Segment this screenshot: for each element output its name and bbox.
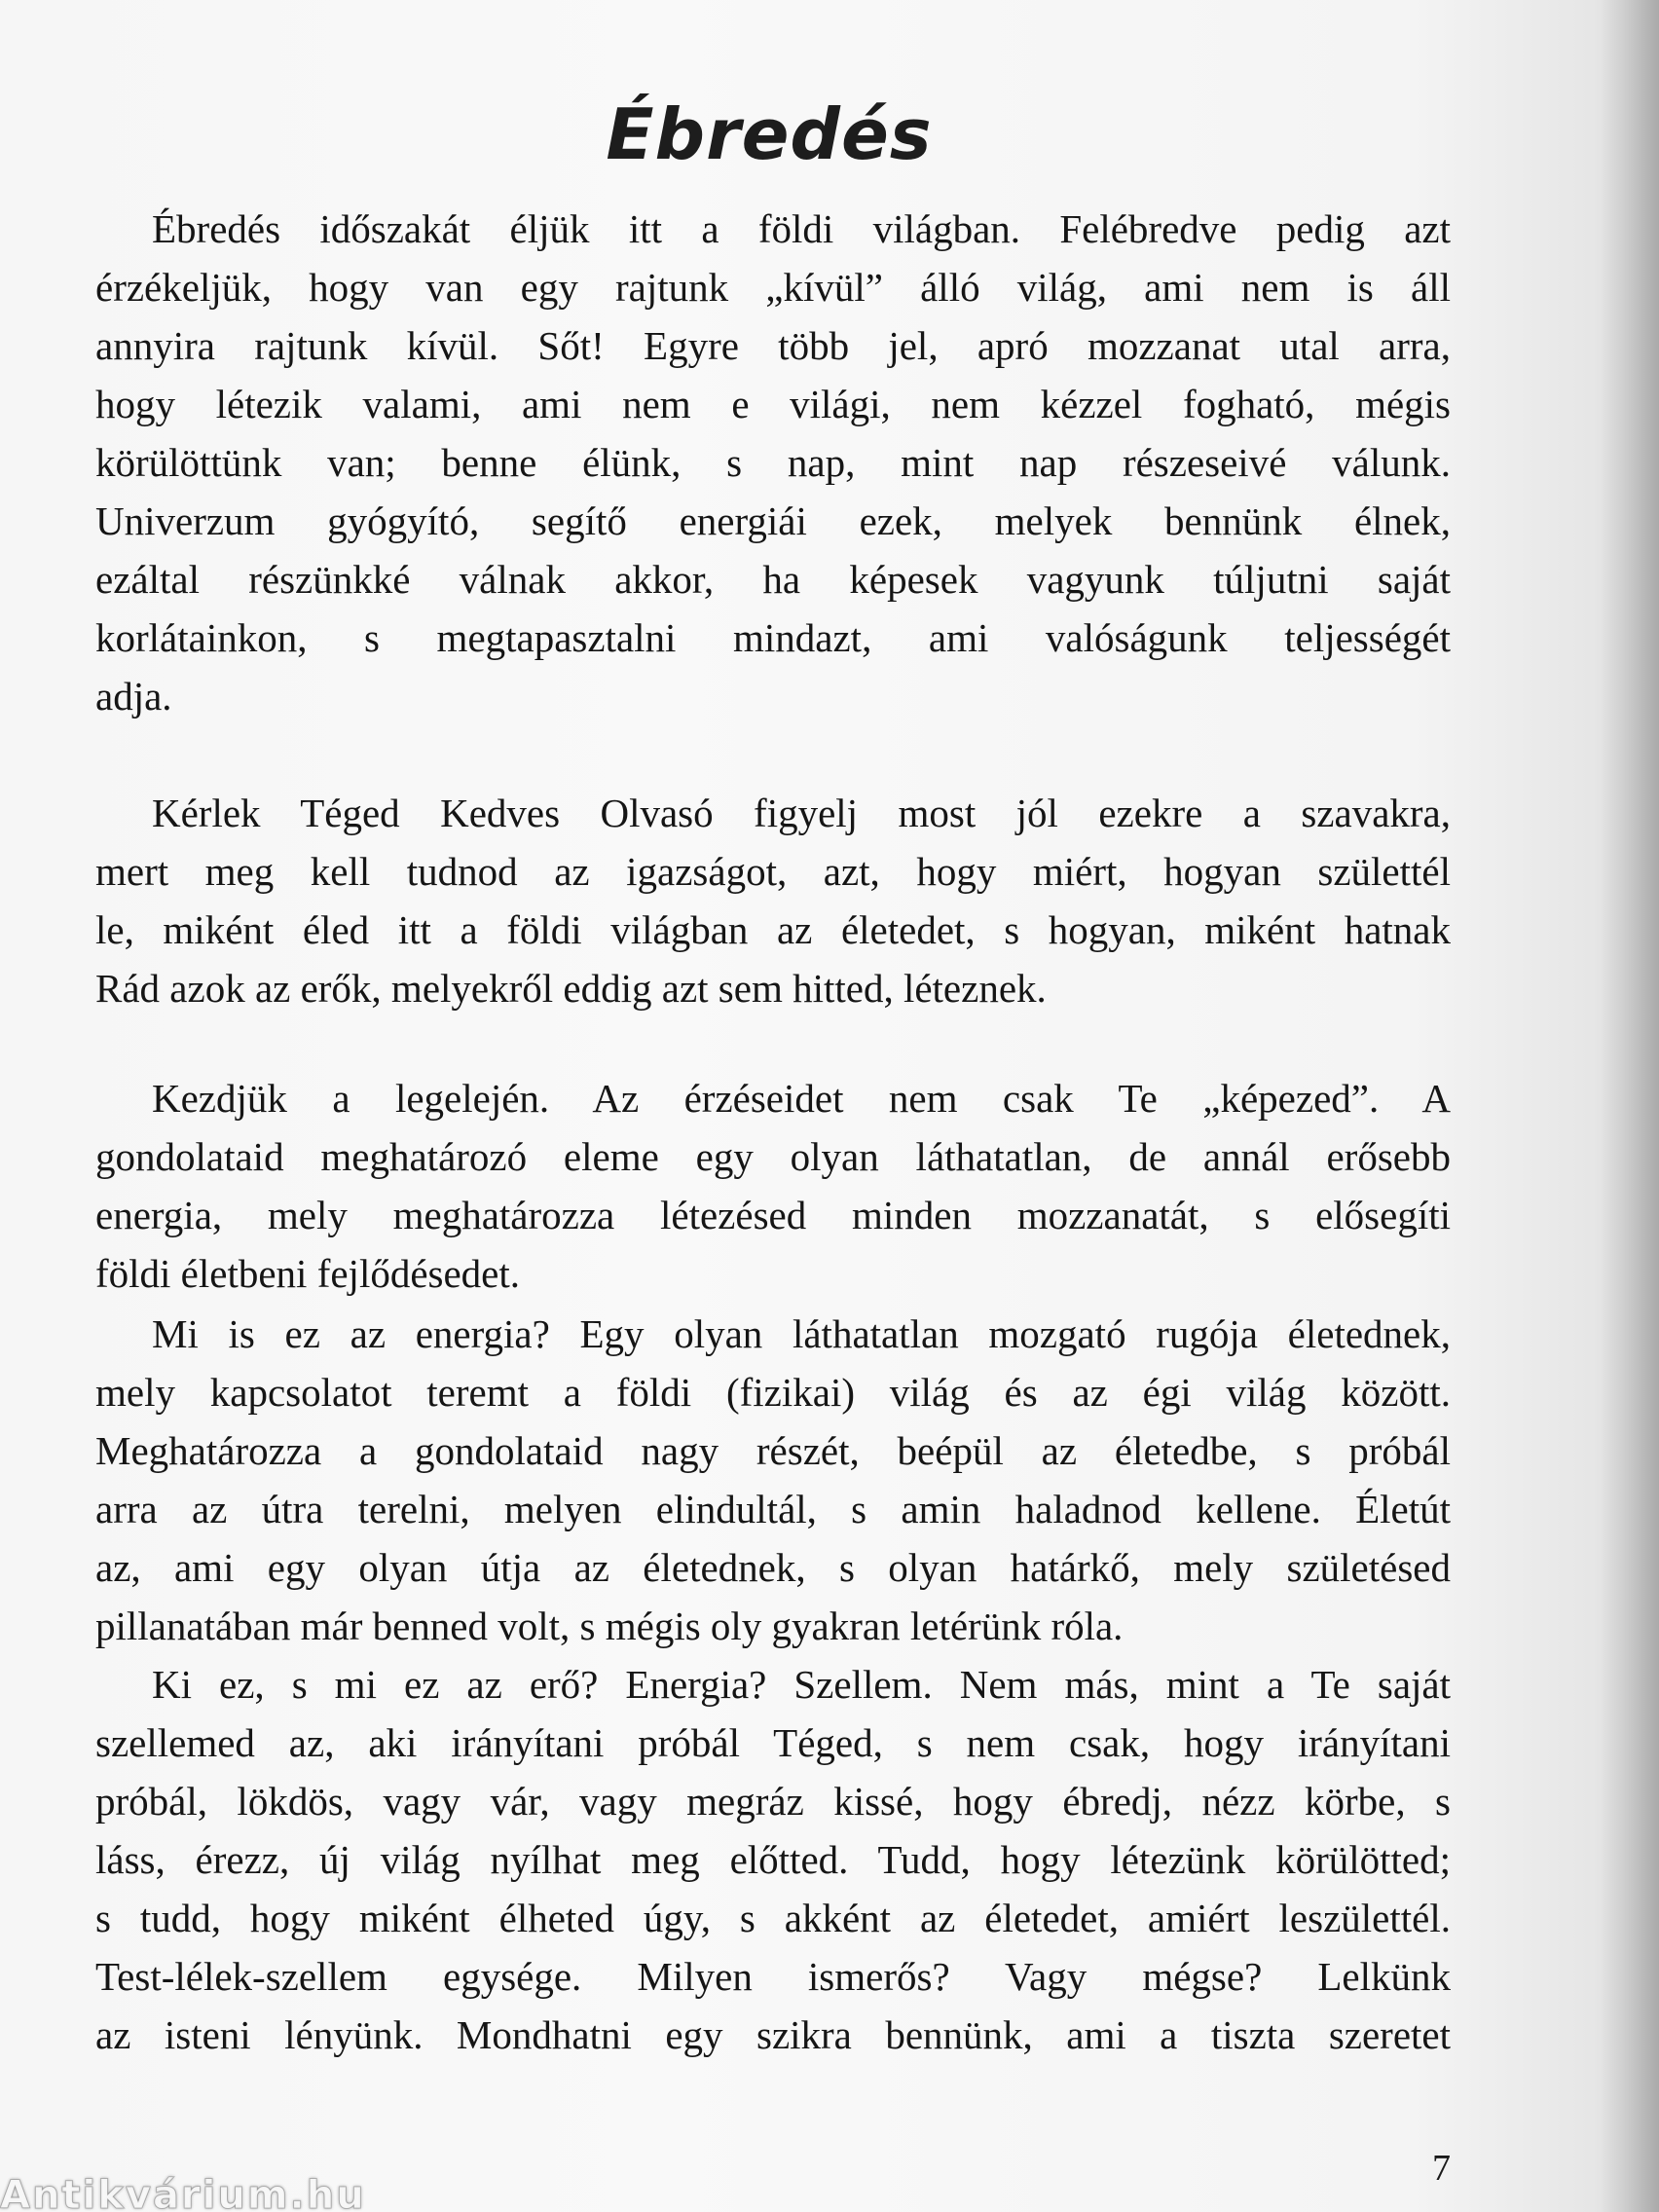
page-edge-shadow: [1601, 0, 1659, 2212]
text-line: korlátainkon, s megtapasztalni mindazt, ami valóságunk teljességét: [95, 615, 1451, 660]
text-line: Univerzum gyógyító, segítő energiái ezek, melyek bennünk élnek,: [95, 498, 1451, 543]
text-line: annyira rajtunk kívül. Sőt! Egyre több jel, apró mozzanat utal arra,: [95, 323, 1451, 368]
text-line: az isteni lényünk. Mondhatni egy szikra bennünk, ami a tiszta szeretet: [95, 2012, 1451, 2057]
text-line: ezáltal részünkké válnak akkor, ha képesek vagyunk túljutni saját: [95, 557, 1451, 602]
paragraph-4: [95, 1305, 1451, 1655]
text-line: energia, mely meghatározza létezésed minden mozzanatát, s elősegíti: [95, 1193, 1451, 1237]
text-line: Kérlek Téged Kedves Olvasó figyelj most jól ezekre a szavakra,: [152, 791, 1451, 835]
text-line: Rád azok az erők, melyekről eddig azt sem hitted, léteznek.: [95, 966, 1047, 1011]
text-line: le, miként éled itt a földi világban az életedet, s hogyan, miként hatnak: [95, 907, 1451, 952]
text-line: Test-lélek-szellem egysége. Milyen ismerős? Vagy mégse? Lelkünk: [95, 1954, 1451, 1999]
page-number: 7: [1432, 2148, 1451, 2189]
text-line: pillanatában már benned volt, s mégis oly gyakran letérünk róla.: [95, 1604, 1124, 1648]
text-line: érzékeljük, hogy van egy rajtunk „kívül” álló világ, ami nem is áll: [95, 265, 1451, 310]
text-line: mely kapcsolatot teremt a földi (fizikai) világ és az égi világ között.: [95, 1370, 1451, 1415]
paragraph-1: [95, 200, 1451, 725]
text-line: földi életbeni fejlődésedet.: [95, 1251, 521, 1296]
text-line: gondolataid meghatározó eleme egy olyan láthatatlan, de annál erősebb: [95, 1134, 1451, 1179]
text-line: körülöttünk van; benne élünk, s nap, mint nap részeseivé válunk.: [95, 440, 1451, 485]
text-line: Meghatározza a gondolataid nagy részét, beépül az életedbe, s próbál: [95, 1428, 1451, 1473]
text-line: próbál, lökdös, vagy vár, vagy megráz kissé, hogy ébredj, nézz körbe, s: [95, 1779, 1451, 1824]
text-line: Mi is ez az energia? Egy olyan láthatatlan mozgató rugója életednek,: [152, 1311, 1451, 1356]
paragraph-3: [95, 1069, 1451, 1303]
text-line: Ki ez, s mi ez az erő? Energia? Szellem. Nem más, mint a Te saját: [152, 1662, 1451, 1707]
paragraph-2: [95, 784, 1451, 1017]
paragraph-5: [95, 1655, 1451, 2064]
text-line: Ébredés időszakát éljük itt a földi világban. Felébredve pedig azt: [152, 206, 1451, 251]
text-line: adja.: [95, 674, 172, 719]
text-line: az, ami egy olyan útja az életednek, s olyan határkő, mely születésed: [95, 1545, 1451, 1590]
watermark-logo: [0, 2167, 370, 2212]
text-line: s tudd, hogy miként élheted úgy, s akként az életedet, amiért leszülettél.: [95, 1896, 1451, 1940]
text-line: arra az útra terelni, melyen elindultál, s amin haladnod kellene. Életút: [95, 1487, 1451, 1531]
watermark-mark: [0, 2167, 370, 2212]
text-line: Kezdjük a legelején. Az érzéseidet nem csak Te „képezed”. A: [152, 1076, 1451, 1121]
text-line: láss, érezz, új világ nyílhat meg előtted. Tudd, hogy létezünk körülötted;: [95, 1837, 1451, 1882]
text-line: szellemed az, aki irányítani próbál Téged, s nem csak, hogy irányítani: [95, 1720, 1451, 1765]
text-line: hogy létezik valami, ami nem e világi, nem kézzel fogható, mégis: [95, 382, 1451, 426]
svg-text:Antikvárium.hu: Antikvárium.hu: [0, 2173, 366, 2212]
page-title: Ébredés: [606, 93, 933, 176]
text-line: mert meg kell tudnod az igazságot, azt, hogy miért, hogyan születtél: [95, 849, 1451, 894]
